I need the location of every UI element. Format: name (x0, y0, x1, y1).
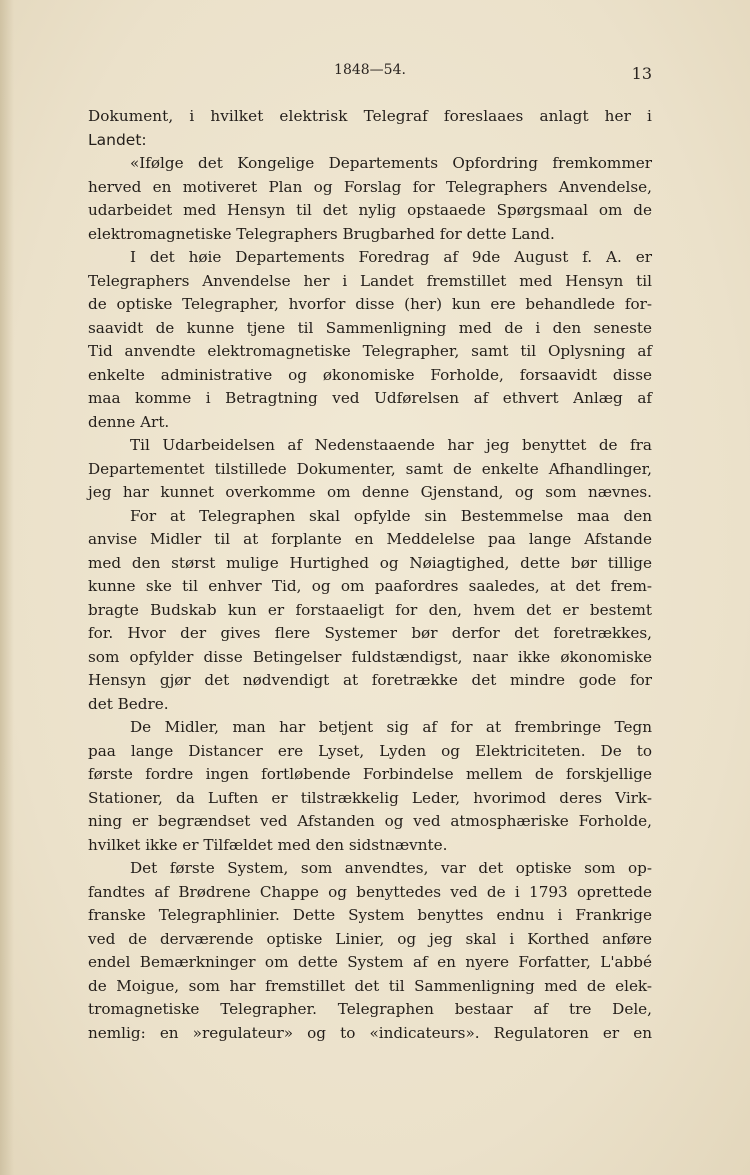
text-line: denne Art. (88, 412, 170, 431)
text-line: det Bedre. (88, 694, 169, 713)
text-line: hvilket ikke er Tilfældet med den sidstnævnte. (88, 835, 448, 854)
spine-shadow (0, 0, 14, 1175)
page-header (88, 62, 652, 90)
running-head: 1848—54. (334, 62, 406, 78)
document-heading: Dokument, i hvilket elektrisk Telegraf foreslaaes anlagt her i (88, 107, 652, 125)
text-line: Til Udarbeidelsen af Nedenstaaende har jeg benyttet de fra (130, 436, 652, 454)
text-line: Departementet tilstillede Dokumenter, samt de enkelte Afhandlinger, (88, 459, 652, 478)
text-line: med den størst mulige Hurtighed og Nøiagtighed, dette bør tillige (88, 553, 652, 572)
text-line: som opfylder disse Betingelser fuldstændigst, naar ikke økonomiske (88, 647, 652, 666)
text-line: enkelte administrative og økonomiske Forholde, forsaavidt disse (88, 365, 652, 384)
text-line: første fordre ingen fortløbende Forbindelse mellem de forskjellige (88, 765, 652, 783)
text-line: paa lange Distancer ere Lyset, Lyden og Elektriciteten. De to (88, 741, 652, 760)
text-line: nemlig: en »regulateur» og to «indicateurs». Regulatoren er en (88, 1023, 652, 1042)
text-line: «Ifølge det Kongelige Departements Opfordring fremkommer (130, 154, 652, 172)
text-line: de optiske Telegrapher, hvorfor disse (her) kun ere behandlede for- (88, 295, 652, 313)
text-line: Tid anvendte elektromagnetiske Telegrapher, samt til Oplysning af (88, 342, 652, 360)
text-line: saavidt de kunne tjene til Sammenligning med de i den seneste (88, 318, 652, 337)
text-line: Stationer, da Luften er tilstrækkelig Leder, hvorimod deres Virk- (88, 788, 652, 807)
text-line: franske Telegraphlinier. Dette System benyttes endnu i Frankrige (88, 906, 652, 924)
text-line: kunne ske til enhver Tid, og om paafordres saaledes, at det frem- (88, 577, 652, 595)
text-line: elektromagnetiske Telegraphers Brugbarhed for dette Land. (88, 224, 555, 243)
text-line: ved de derværende optiske Linier, og jeg skal i Korthed anføre (88, 929, 652, 948)
text-line: fandtes af Brødrene Chappe og benyttedes ved de i 1793 oprettede (88, 882, 652, 901)
text-line: herved en motiveret Plan og Forslag for Telegraphers Anvendelse, (88, 177, 652, 196)
document-heading-continued: Landet: (88, 130, 147, 149)
text-line: For at Telegraphen skal opfylde sin Bestemmelse maa den (130, 506, 652, 525)
text-line: de Moigue, som har fremstillet det til Sammenligning med de elek- (88, 976, 652, 995)
text-line: jeg har kunnet overkomme om denne Gjenstand, og som nævnes. (88, 483, 652, 501)
text-line: endel Bemærkninger om dette System af en nyere Forfatter, L'abbé (88, 953, 652, 971)
text-line: Hensyn gjør det nødvendigt at foretrække det mindre gode for (88, 671, 652, 689)
page-number: 13 (631, 64, 652, 83)
text-line: maa komme i Betragtning ved Udførelsen af ethvert Anlæg af (88, 389, 652, 407)
text-line: Telegraphers Anvendelse her i Landet fremstillet med Hensyn til (88, 271, 652, 290)
text-line: tromagnetiske Telegrapher. Telegraphen bestaar af tre Dele, (88, 1000, 652, 1018)
text-line: udarbeidet med Hensyn til det nylig opstaaede Spørgsmaal om de (88, 201, 652, 219)
text-line: Det første System, som anvendtes, var det optiske som op- (130, 859, 652, 877)
body-text (88, 105, 652, 1045)
text-line: De Midler, man har betjent sig af for at frembringe Tegn (130, 718, 652, 736)
text-line: ning er begrændset ved Afstanden og ved atmosphæriske Forholde, (88, 812, 652, 830)
text-line: for. Hvor der gives flere Systemer bør derfor det foretrækkes, (88, 624, 652, 642)
text-line: anvise Midler til at forplante en Meddelelse paa lange Afstande (88, 530, 652, 548)
text-line: bragte Budskab kun er forstaaeligt for den, hvem det er bestemt (88, 600, 652, 619)
text-line: I det høie Departements Foredrag af 9de August f. A. er (130, 248, 652, 266)
